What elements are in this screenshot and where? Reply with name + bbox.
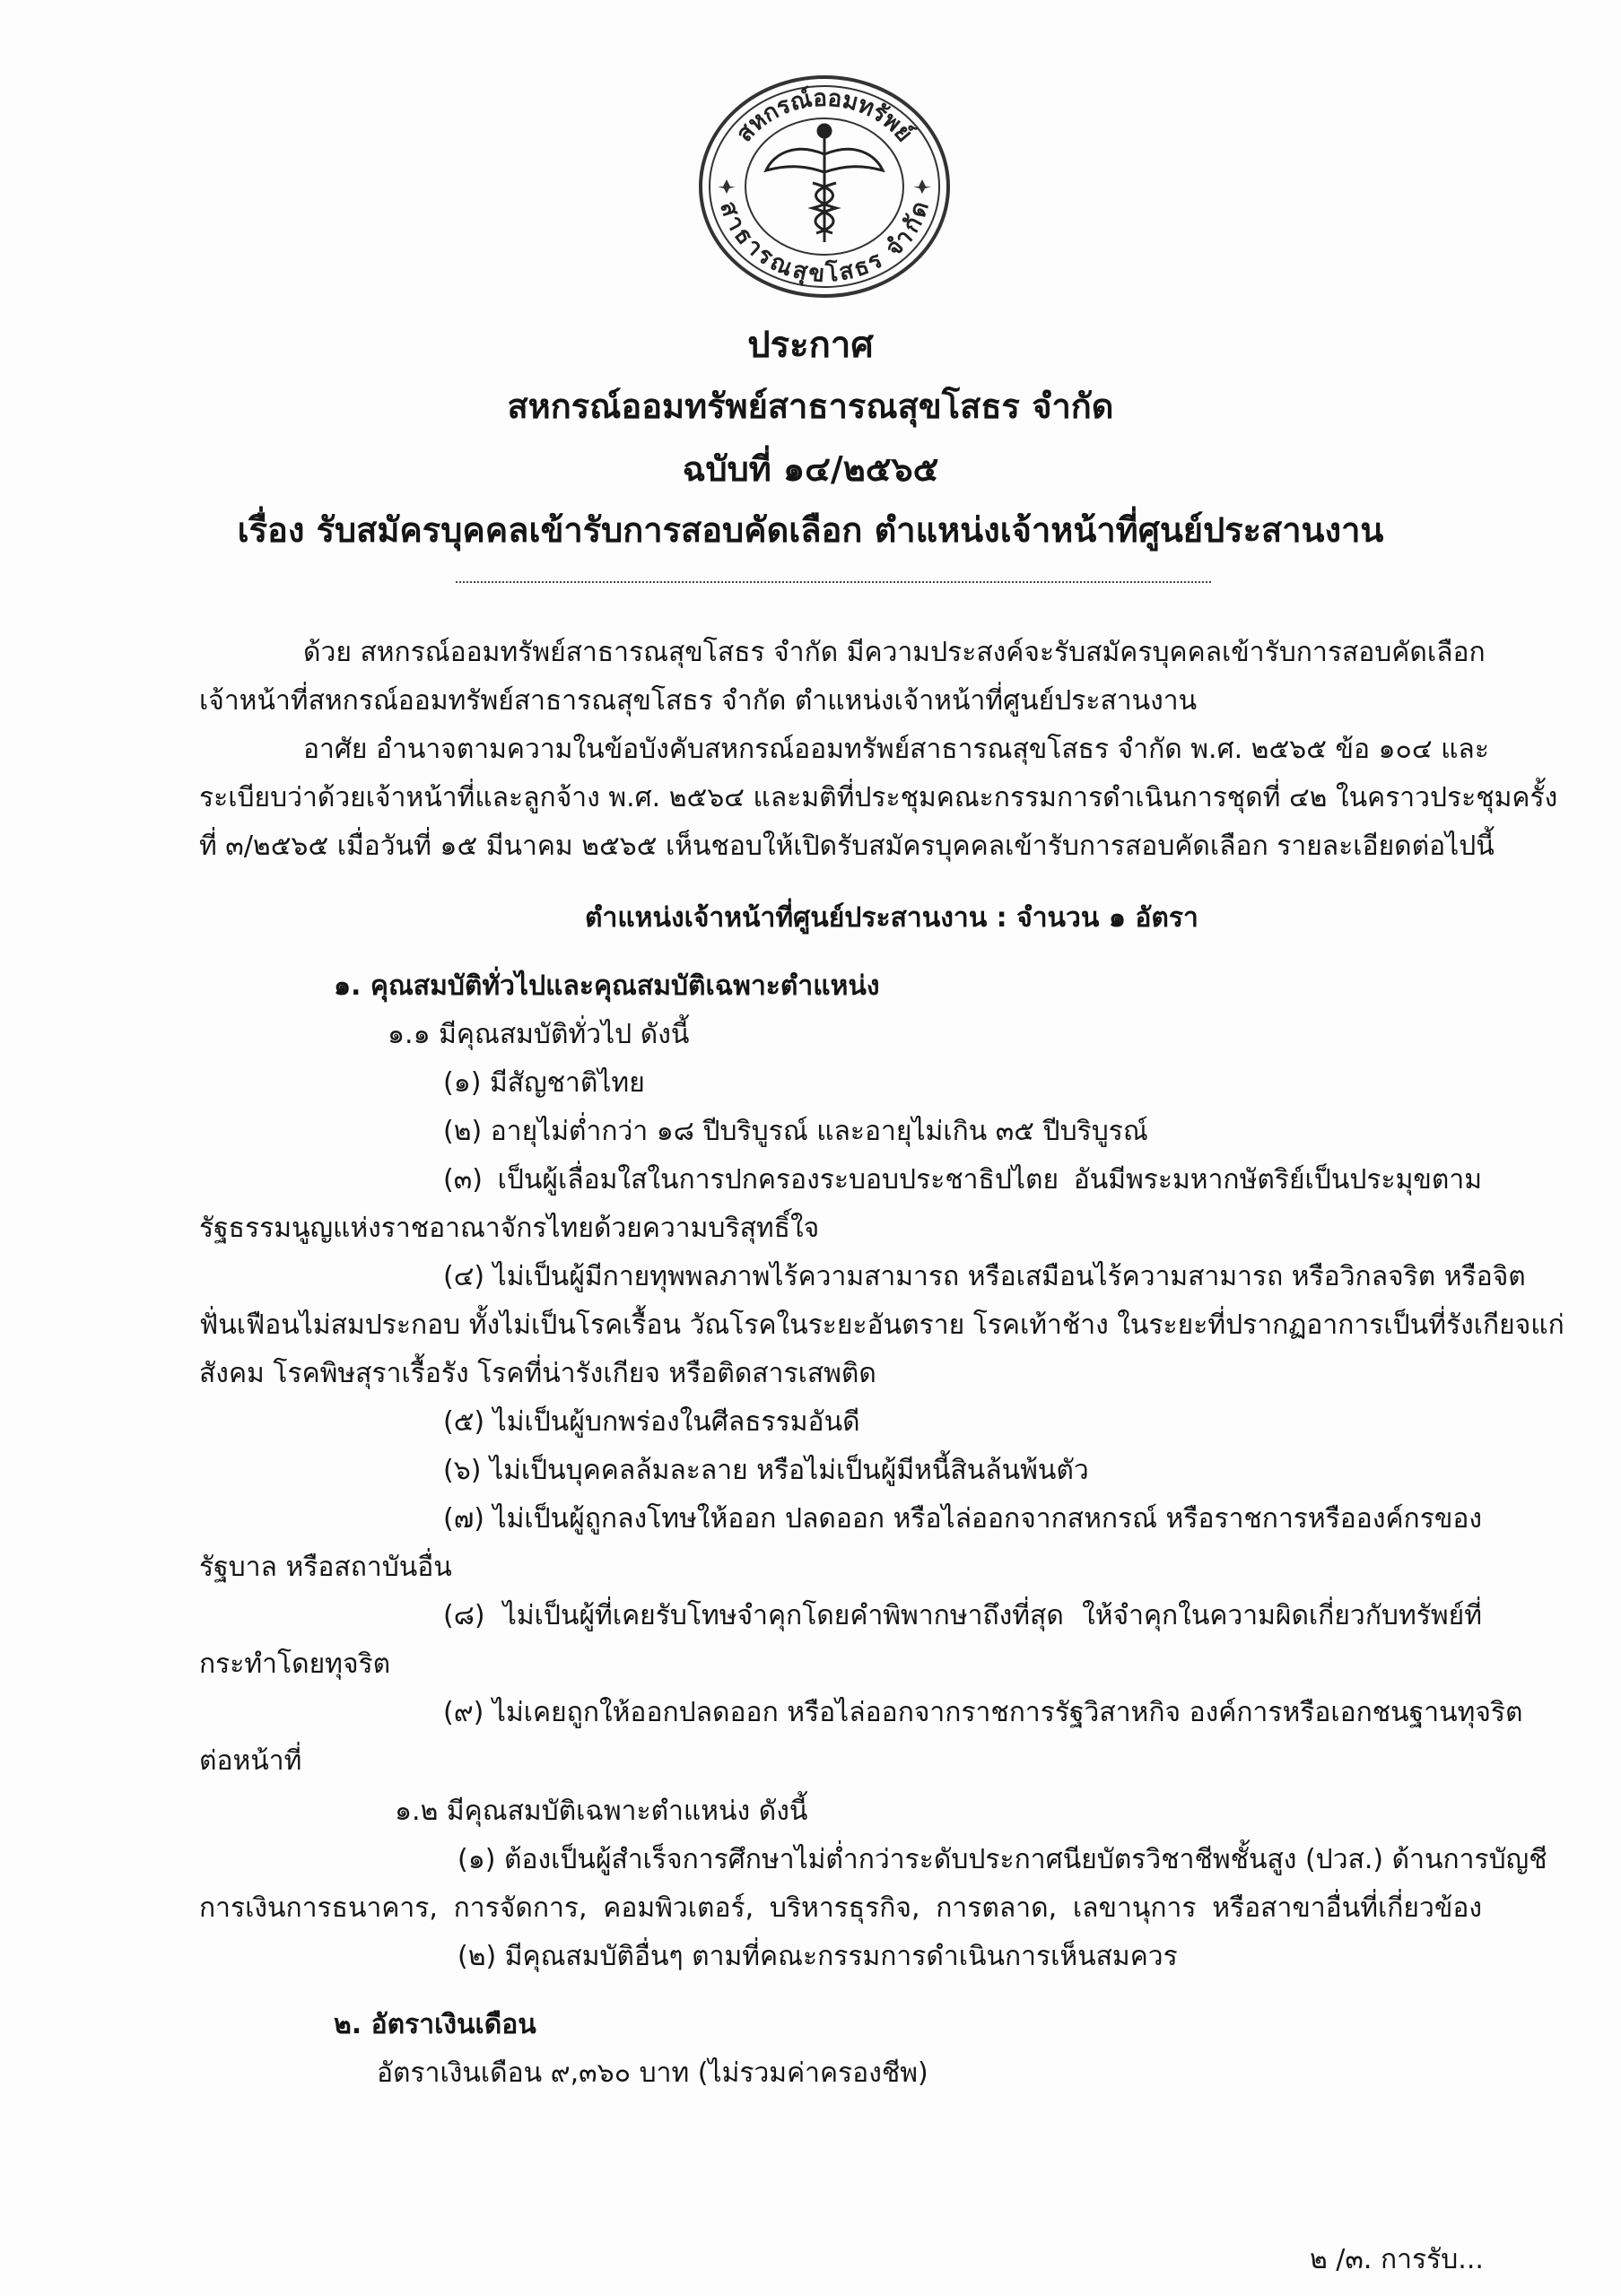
qualification-7-line2: รัฐบาล หรือสถาบันอื่น: [199, 1552, 452, 1583]
qualification-6: (๖) ไม่เป็นบุคคลล้มละลาย หรือไม่เป็นผู้มีหนี้สินล้นพ้นตัว: [443, 1455, 1089, 1486]
specific-qualification-1-line1: (๑) ต้องเป็นผู้สำเร็จการศึกษาไม่ต่ำกว่าระดับประกาศนียบัตรวิชาชีพชั้นสูง (ปวส.) ด้านการบัญชี: [458, 1844, 1547, 1875]
seal-bottom-text: สาธารณสุขโสธร จำกัด: [714, 198, 935, 288]
qualification-5: (๕) ไม่เป็นผู้บกพร่องในศีลธรรมอันดี: [443, 1406, 860, 1438]
qualification-9-line2: ต่อหน้าที่: [199, 1745, 302, 1777]
qualification-3-line1: (๓) เป็นผู้เลื่อมใสในการปกครองระบอบประชาธิปไตย อันมีพระมหากษัตริย์เป็นประมุขตาม: [443, 1164, 1482, 1196]
salary-line: อัตราเงินเดือน ๙,๓๖๐ บาท (ไม่รวมค่าครองชีพ): [377, 2057, 928, 2089]
specific-qualification-1-line2: การเงินการธนาคาร, การจัดการ, คอมพิวเตอร์, บริหารธุรกิจ, การตลาด, เลขานุการ หรือสาขาอื่นที่เกี่ยวข้อง: [199, 1892, 1482, 1924]
organization-name: สหกรณ์ออมทรัพย์สาธารณสุขโสธร จำกัด: [507, 387, 1114, 426]
intro-p2-line3: ที่ ๓/๒๕๖๕ เมื่อวันที่ ๑๕ มีนาคม ๒๕๖๕ เห็นชอบให้เปิดรับสมัครบุคคลเข้ารับการสอบคัดเลือก รายละเอียดต่อไปนี้: [199, 831, 1495, 862]
qualification-2: (๒) อายุไม่ต่ำกว่า ๑๘ ปีบริบูรณ์ และอายุไม่เกิน ๓๕ ปีบริบูรณ์: [443, 1116, 1148, 1147]
issue-number: ฉบับที่ ๑๔/๒๕๖๕: [682, 449, 939, 489]
emblem-icon: [766, 125, 883, 242]
section1-heading: ๑. คุณสมบัติทั่วไปและคุณสมบัติเฉพาะตำแหน่ง: [334, 970, 880, 1002]
intro-p2-line2: ระเบียบว่าด้วยเจ้าหน้าที่และลูกจ้าง พ.ศ. ๒๕๖๔ และมติที่ประชุมคณะกรรมการดำเนินการชุดที่ ๔๒ ในคราวประชุมครั้ง: [199, 782, 1558, 813]
intro-p2-line1: อาศัย อำนาจตามความในข้อบังคับสหกรณ์ออมทรัพย์สาธารณสุขโสธร จำกัด พ.ศ. ๒๕๖๕ ข้อ ๑๐๔ และ: [303, 734, 1489, 765]
announcement-subject: เรื่อง รับสมัครบุคคลเข้ารับการสอบคัดเลือก ตำแหน่งเจ้าหน้าที่ศูนย์ประสานงาน: [237, 510, 1384, 550]
position-line: ตำแหน่งเจ้าหน้าที่ศูนย์ประสานงาน : จำนวน ๑ อัตรา: [585, 902, 1198, 934]
seal-top-text: สหกรณ์ออมทรัพย์: [730, 84, 919, 148]
qualification-8-line1: (๘) ไม่เป็นผู้ที่เคยรับโทษจำคุกโดยคำพิพากษาถึงที่สุด ให้จำคุกในความผิดเกี่ยวกับทรัพย์ที่: [443, 1600, 1482, 1631]
section1-sub1: ๑.๑ มีคุณสมบัติทั่วไป ดังนี้: [388, 1019, 690, 1050]
qualification-1: (๑) มีสัญชาติไทย: [443, 1067, 645, 1099]
qualification-7-line1: (๗) ไม่เป็นผู้ถูกลงโทษให้ออก ปลดออก หรือไล่ออกจากสหกรณ์ หรือราชการหรือองค์กรของ: [443, 1503, 1482, 1535]
intro-p1-line2: เจ้าหน้าที่สหกรณ์ออมทรัพย์สาธารณสุขโสธร จำกัด ตำแหน่งเจ้าหน้าที่ศูนย์ประสานงาน: [199, 685, 1198, 717]
qualification-3-line2: รัฐธรรมนูญแห่งราชอาณาจักรไทยด้วยความบริสุทธิ์ใจ: [199, 1213, 820, 1244]
specific-qualification-2: (๒) มีคุณสมบัติอื่นๆ ตามที่คณะกรรมการดำเนินการเห็นสมควร: [458, 1941, 1178, 1972]
section1-sub2: ๑.๒ มีคุณสมบัติเฉพาะตำแหน่ง ดังนี้: [395, 1796, 808, 1827]
qualification-4-line2: ฟั่นเฟือนไม่สมประกอบ ทั้งไม่เป็นโรคเรื้อน วัณโรคในระยะอันตราย โรคเท้าช้าง ในระยะที่ปรากฏอาการเป็นที่รังเกียจแก่: [199, 1309, 1564, 1341]
qualification-4-line1: (๔) ไม่เป็นผู้มีกายทุพพลภาพไร้ความสามารถ หรือเสมือนไร้ความสามารถ หรือวิกลจริต หรือจิต: [443, 1261, 1526, 1292]
qualification-8-line2: กระทำโดยทุจริต: [199, 1648, 391, 1680]
qualification-4-line3: สังคม โรคพิษสุราเรื้อรัง โรคที่น่ารังเกียจ หรือติดสารเสพติด: [199, 1358, 876, 1389]
cooperative-seal: [696, 72, 953, 301]
section2-heading: ๒. อัตราเงินเดือน: [334, 2009, 536, 2040]
dotted-divider: [456, 581, 1211, 583]
intro-p1-line1: ด้วย สหกรณ์ออมทรัพย์สาธารณสุขโสธร จำกัด มีความประสงค์จะรับสมัครบุคคลเข้ารับการสอบคัดเลือก: [303, 637, 1486, 668]
document-title: ประกาศ: [747, 325, 874, 366]
qualification-9-line1: (๙) ไม่เคยถูกให้ออกปลดออก หรือไล่ออกจากราชการรัฐวิสาหกิจ องค์การหรือเอกชนฐานทุจริต: [443, 1697, 1523, 1728]
continued-reference: ๒ /๓. การรับ...: [1310, 2244, 1484, 2275]
